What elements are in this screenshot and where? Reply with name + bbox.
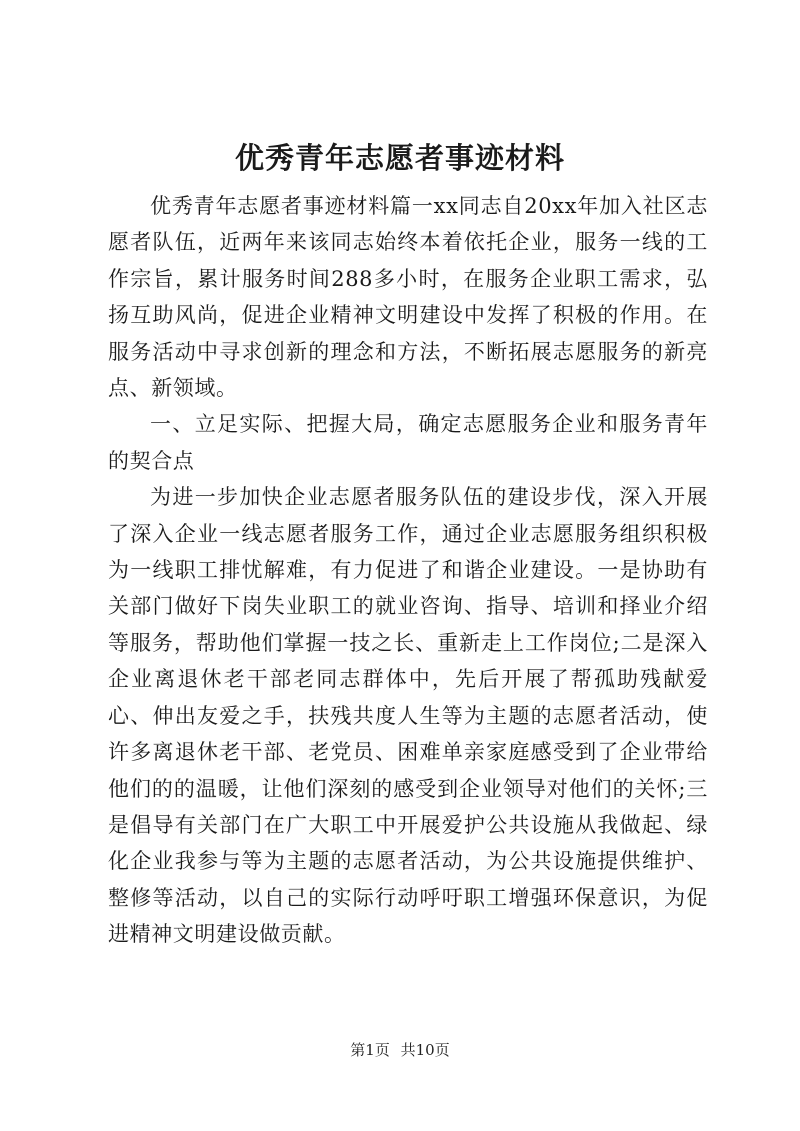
- page-footer: [0, 1040, 800, 1060]
- document-title: 优秀青年志愿者事迹材料: [234, 141, 565, 175]
- document-body: [108, 188, 708, 953]
- paragraph-section-body: 为进一步加快企业志愿者服务队伍的建设步伐，深入开展了深入企业一线志愿者服务工作，通过企业志愿服务组织积极为一线职工排忧解难，有力促进了和谐企业建设。一是协助有关部门做好下岗失业职工的就业咨询、指导、培训和择业介绍等服务，帮助他们掌握一技之长、重新走上工作岗位;二是深入企业离退休老干部老同志群体中，先后开展了帮孤助残献爱心、伸出友爱之手，扶残共度人生等为主题的志愿者活动，使许多离退休老干部、老党员、困难单亲家庭感受到了企业带给他们的的温暖，让他们深刻的感受到企业领导对他们的关怀;三是倡导有关部门在广大职工中开展爱护公共设施从我做起、绿化企业我参与等为主题的志愿者活动，为公共设施提供维护、整修等活动，以自己的实际行动呼吁职工增强环保意识，为促进精神文明建设做贡献。: [108, 485, 708, 947]
- paragraph-section-heading: 一、立足实际、把握大局，确定志愿服务企业和服务青年的契合点: [108, 412, 708, 473]
- page-number: 第1页: [350, 1041, 390, 1059]
- paragraph-intro: 优秀青年志愿者事迹材料篇一xx同志自20xx年加入社区志愿者队伍，近两年来该同志始终本着依托企业，服务一线的工作宗旨，累计服务时间288多小时，在服务企业职工需求，弘扬互助风尚，促进企业精神文明建设中发挥了积极的作用。在服务活动中寻求创新的理念和方法，不断拓展志愿服务的新亮点、新领域。: [108, 194, 708, 401]
- page-total: 共10页: [400, 1041, 450, 1059]
